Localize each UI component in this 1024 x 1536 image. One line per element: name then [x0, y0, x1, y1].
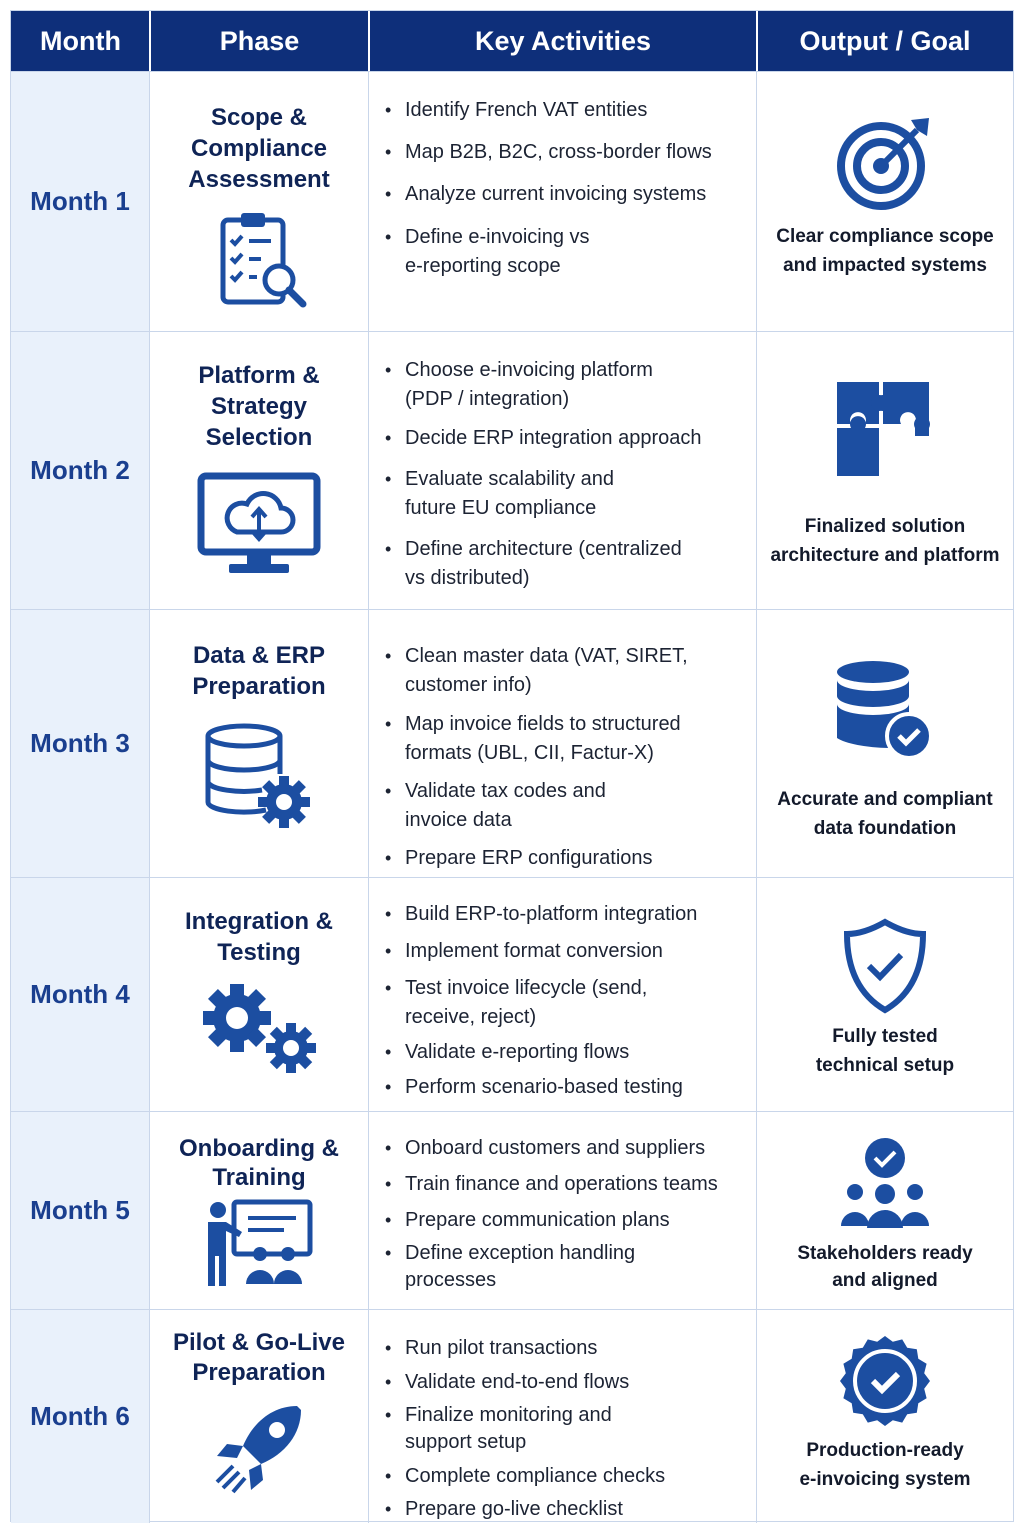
phase-cell [150, 878, 369, 1111]
team-check-icon [837, 1136, 933, 1232]
activity-item: • Define architecture (centralized vs distributed) [405, 535, 745, 593]
output-text: Fully tested technical setup [815, 1026, 955, 1076]
output-cell [757, 878, 1013, 1111]
activities-cell [369, 332, 757, 609]
output-text: Stakeholders ready and aligned [797, 1243, 973, 1291]
phase-title: Pilot & Go-Live Preparation [172, 1329, 345, 1386]
activity-item: • Validate end-to-end flows [405, 1368, 745, 1397]
output-cell [757, 1112, 1013, 1309]
output-text: Production-ready e-invoicing system [799, 1440, 971, 1490]
header-output-goal: Output / Goal [799, 25, 971, 56]
rocket-icon [211, 1400, 307, 1496]
database-check-icon [833, 658, 937, 762]
month-cell: Month 3 [11, 610, 150, 877]
output-text: Accurate and compliant data foundation [777, 789, 993, 839]
activity-item: • Validate tax codes and invoice data [405, 777, 745, 835]
phase-cell [150, 332, 369, 609]
activities-cell [369, 1112, 757, 1309]
month-cell: Month 4 [11, 878, 150, 1111]
activity-item: • Define exception handling processes [405, 1240, 745, 1294]
phase-title: Scope & Compliance Assessment [188, 104, 330, 193]
gears-icon [199, 982, 319, 1078]
activity-item: • Prepare go-live checklist [405, 1495, 745, 1524]
output-cell [757, 332, 1013, 609]
activity-item: • Prepare ERP configurations [405, 844, 745, 873]
table-row [11, 1309, 1013, 1523]
activity-item: • Validate e-reporting flows [405, 1038, 745, 1067]
output-cell [757, 1310, 1013, 1523]
activities-cell [369, 878, 757, 1111]
activity-item: • Choose e-invoicing platform (PDP / integration) [405, 356, 745, 414]
clipboard-checklist-magnifier-icon [209, 210, 309, 310]
phase-title: Data & ERP Preparation [192, 642, 326, 700]
activity-item: • Perform scenario-based testing [405, 1073, 745, 1102]
output-text: Finalized solution architecture and platform [770, 516, 1000, 566]
activity-item: • Run pilot transactions [405, 1334, 745, 1363]
month-cell: Month 2 [11, 332, 150, 609]
header-key-activities: Key Activities [474, 25, 652, 56]
activity-item: • Test invoice lifecycle (send, receive, reject) [405, 974, 745, 1032]
header-phase: Phase [219, 25, 300, 56]
badge-check-icon [838, 1334, 932, 1428]
activities-cell [369, 72, 757, 331]
phase-cell [150, 610, 369, 877]
activities-cell [369, 610, 757, 877]
table-row [11, 331, 1013, 609]
activity-item: • Clean master data (VAT, SIRET, customer info) [405, 642, 745, 700]
presentation-training-icon [204, 1198, 314, 1290]
target-icon [835, 112, 935, 212]
month-cell: Month 1 [11, 72, 150, 331]
roadmap-table [10, 10, 1014, 1522]
activity-item: • Define e-invoicing vs e-reporting scope [405, 223, 745, 281]
activity-item: • Onboard customers and suppliers [405, 1134, 745, 1163]
activity-item: • Map B2B, B2C, cross-border flows [405, 138, 745, 167]
activity-item: • Decide ERP integration approach [405, 424, 745, 453]
activity-item: • Implement format conversion [405, 937, 745, 966]
output-text: Clear compliance scope and impacted systems [776, 226, 994, 276]
phase-title: Platform & Strategy Selection [198, 362, 320, 451]
activity-item: • Identify French VAT entities [405, 96, 745, 125]
table-row [11, 1111, 1013, 1309]
activity-item: • Analyze current invoicing systems [405, 180, 745, 209]
table-row [11, 71, 1013, 331]
activity-item: • Train finance and operations teams [405, 1170, 745, 1199]
activity-item: • Finalize monitoring and support setup [405, 1402, 745, 1456]
activity-item: • Map invoice fields to structured formats (UBL, CII, Factur-X) [405, 710, 745, 768]
phase-cell [150, 1112, 369, 1309]
phase-title: Integration & Testing [185, 908, 333, 966]
activity-item: • Prepare communication plans [405, 1206, 745, 1235]
activity-item: • Evaluate scalability and future EU compliance [405, 465, 745, 523]
puzzle-icon [833, 378, 937, 482]
activities-cell [369, 1310, 757, 1523]
month-cell: Month 6 [11, 1310, 150, 1523]
header-month: Month [40, 25, 121, 56]
monitor-cloud-icon [197, 472, 321, 578]
month-cell: Month 5 [11, 1112, 150, 1309]
phase-cell [150, 1310, 369, 1523]
output-cell [757, 610, 1013, 877]
table-row [11, 609, 1013, 877]
table-row [11, 877, 1013, 1111]
table-header [11, 11, 1013, 71]
phase-cell [150, 72, 369, 331]
activity-item: • Build ERP-to-platform integration [405, 900, 745, 929]
database-gear-icon [204, 722, 314, 832]
phase-title: Onboarding & Training [179, 1135, 339, 1191]
activity-item: • Complete compliance checks [405, 1462, 745, 1491]
shield-check-icon [843, 918, 927, 1014]
output-cell [757, 72, 1013, 331]
